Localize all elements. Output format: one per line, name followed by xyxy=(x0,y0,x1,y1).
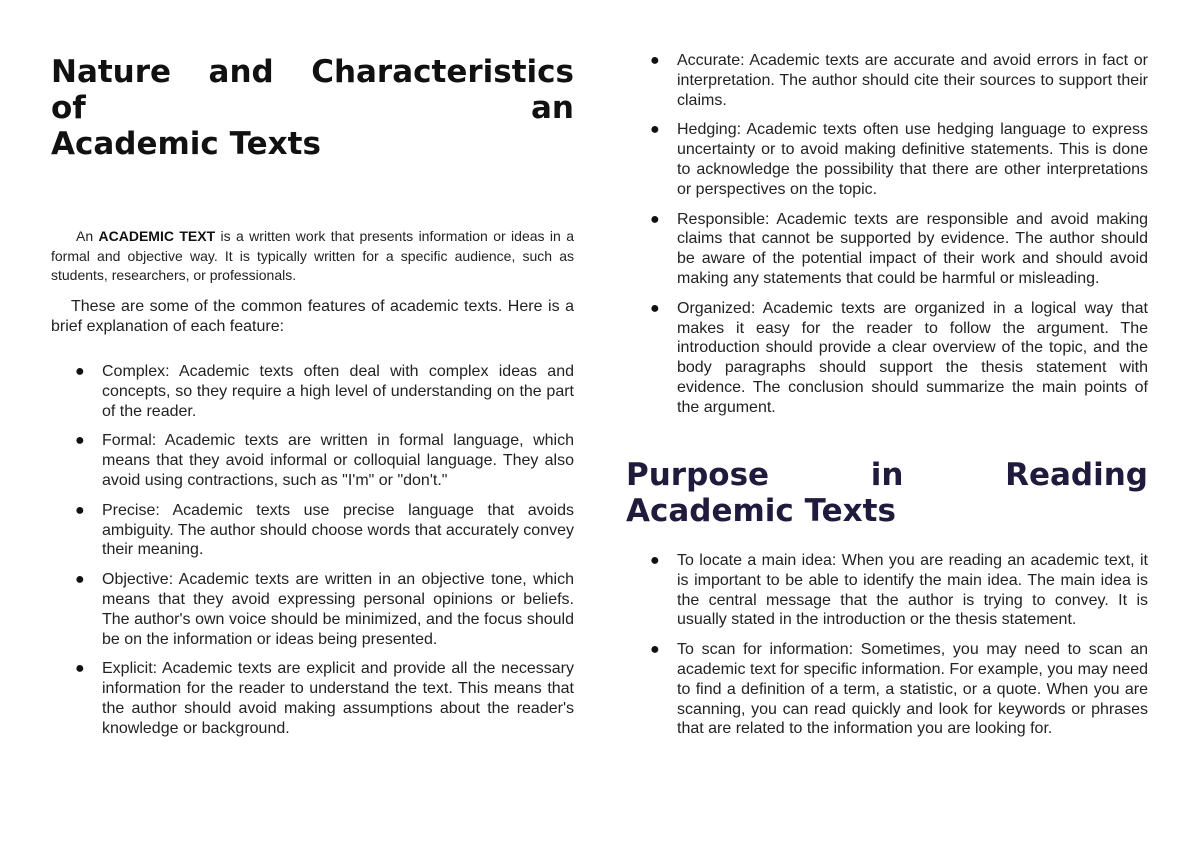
list-item xyxy=(626,551,1148,630)
bullet-icon: ● xyxy=(650,641,660,659)
purpose-title-line-1: Purpose in Reading xyxy=(626,457,1148,493)
list-item-text: Complex: Academic texts often deal with complex ideas and concepts, so they require a high level of understanding on the part of the reader. xyxy=(102,363,574,420)
list-item xyxy=(626,299,1148,418)
list-item-text: Accurate: Academic texts are accurate and avoid errors in fact or interpretation. The author should cite their sources to support their claims. xyxy=(677,52,1148,109)
list-item xyxy=(51,570,574,649)
bullet-icon: ● xyxy=(75,501,85,519)
list-item-text: Precise: Academic texts use precise language that avoids ambiguity. The author should choose words that accurately convey their meaning. xyxy=(102,501,574,559)
page-title-line-1: Nature and Characteristics xyxy=(51,54,574,90)
list-item-text: To locate a main idea: When you are reading an academic text, it is important to be able to identify the main idea. The main idea is the central message that the author is trying to convey. It is usually stated in the introduction or the thesis statement. xyxy=(677,552,1148,629)
bullet-icon: ● xyxy=(650,121,660,139)
purpose-section-title xyxy=(626,457,1148,529)
list-item-text: To scan for information: Sometimes, you may need to scan an academic text for specific information. For example, you may need to find a definition of a term, a statistic, or a quote. When you are scanning, you can read quickly and look for keywords or phrases that are related to the information you are looking for. xyxy=(677,641,1148,738)
features-list-left xyxy=(51,362,574,749)
list-item-text: Responsible: Academic texts are responsible and avoid making claims that cannot be supported by evidence. The author should be aware of the potential impact of their work and should avoid making any statements that could be harmful or misleading. xyxy=(677,210,1148,287)
list-item xyxy=(51,431,574,490)
bullet-icon: ● xyxy=(650,52,660,69)
list-item xyxy=(626,210,1148,289)
intro-rest: is a written work that presents information or ideas in a formal and objective way. It is typically written for a specific audience, such as students, researchers, or professionals. xyxy=(51,228,574,284)
bullet-icon: ● xyxy=(650,299,660,317)
list-item xyxy=(626,640,1148,739)
intro-paragraph xyxy=(51,227,574,286)
bullet-icon: ● xyxy=(75,660,85,678)
purpose-title-line-2: Academic Texts xyxy=(626,493,896,529)
page-title-line-3: Academic Texts xyxy=(51,126,321,162)
list-item-text: Formal: Academic texts are written in formal language, which means that they avoid informal or colloquial language. They also avoid using contractions, such as "I'm" or "don't." xyxy=(102,432,574,489)
purpose-list xyxy=(626,551,1148,749)
list-item-text: Organized: Academic texts are organized in a logical way that makes it easy for the reader to follow the argument. The introduction should provide a clear overview of the topic, and the body paragraphs should support the thesis statement with evidence. The conclusion should summarize the main points of the argument. xyxy=(677,299,1148,416)
list-item xyxy=(626,51,1148,110)
page-title-line-2: of an xyxy=(51,90,574,126)
intro-term: ACADEMIC TEXT xyxy=(98,228,216,244)
bullet-icon: ● xyxy=(75,432,85,450)
list-item xyxy=(51,659,574,738)
bullet-icon: ● xyxy=(75,363,85,380)
bullet-icon: ● xyxy=(650,210,660,228)
intro-prefix: An xyxy=(76,228,99,244)
list-item xyxy=(51,501,574,560)
list-item-text: Hedging: Academic texts often use hedging language to express uncertainty or to avoid making definitive statements. This is done to acknowledge the possibility that there are other interpretations or perspectives on the topic. xyxy=(677,121,1148,198)
bullet-icon: ● xyxy=(650,552,660,569)
list-item xyxy=(626,120,1148,199)
page-title xyxy=(51,54,574,162)
list-item xyxy=(51,362,574,421)
list-item-text: Objective: Academic texts are written in an objective tone, which means that they avoid expressing personal opinions or beliefs. The author's own voice should be minimized, and the focus should be on the information or ideas being presented. xyxy=(102,571,574,648)
list-item-text: Explicit: Academic texts are explicit and provide all the necessary information for the reader to understand the text. This means that the author should avoid making assumptions about the reader's knowledge or background. xyxy=(102,660,574,737)
features-intro-paragraph: These are some of the common features of academic texts. Here is a brief explanation of each feature: xyxy=(51,298,574,335)
features-list-right xyxy=(626,51,1148,428)
bullet-icon: ● xyxy=(75,571,85,589)
